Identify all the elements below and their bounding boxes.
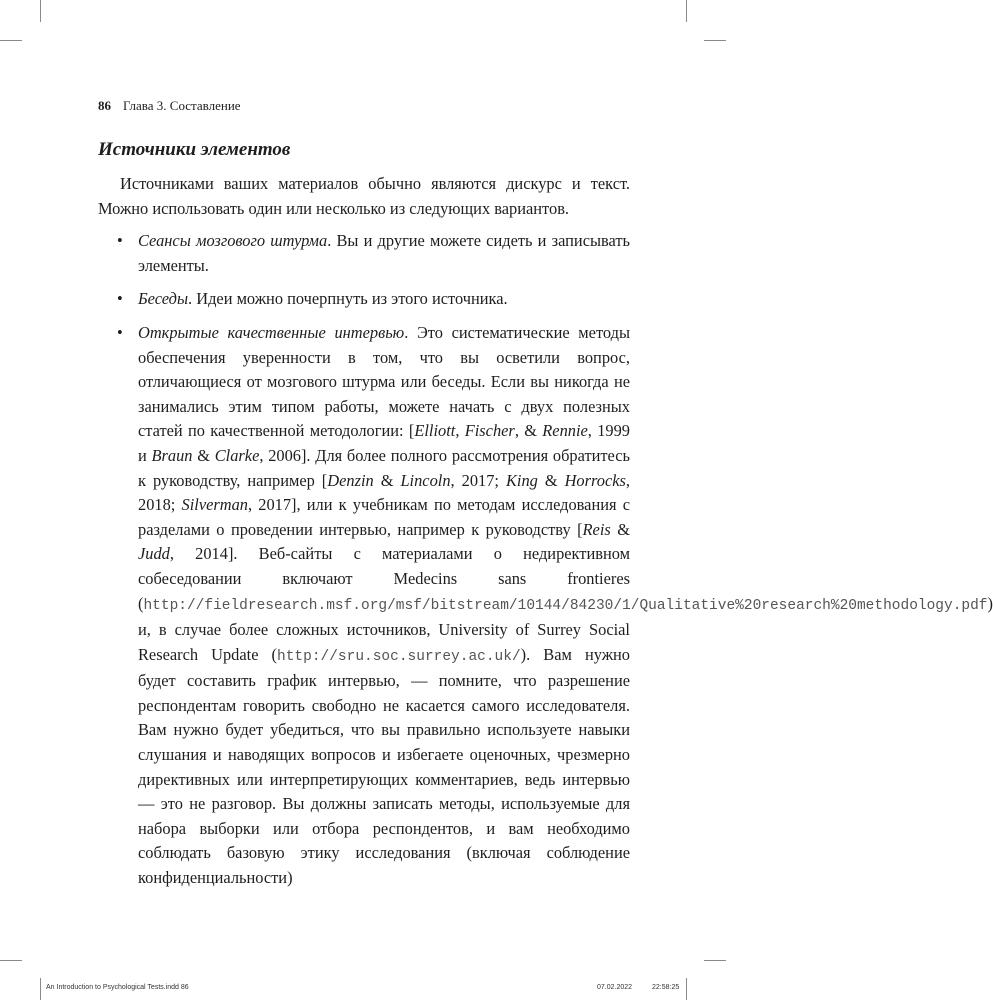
crop-mark-right-top <box>704 40 726 41</box>
item-text: . Идеи можно почерпнуть из этого источника. <box>188 289 508 309</box>
slug-date: 07.02.2022 <box>597 984 633 991</box>
bullet-icon: • <box>117 231 123 251</box>
crop-mark-right-bottom <box>704 960 726 961</box>
item-term: Открытые качественные интервью <box>138 322 405 342</box>
citation-author: Horrocks <box>564 470 626 490</box>
url-link[interactable]: http://fieldresearch.msf.org/msf/bitstream/10144/84230/1/Qualitative%20research%20methodology.pdf <box>143 597 988 614</box>
citation-author: Denzin <box>327 470 374 490</box>
citation-separator: & <box>373 470 401 490</box>
chapter-title: Глава 3. Составление <box>123 98 241 113</box>
citation-author: Fischer <box>464 421 515 441</box>
sources-list <box>98 229 993 890</box>
citation-author: Braun <box>151 445 193 465</box>
citation-separator: , 1999 и <box>138 421 630 465</box>
citation-separator: & <box>192 445 215 465</box>
page-number: 86 <box>98 98 111 113</box>
item-text: , 2017], или к учебникам по методам исследования с разделами о проведении интервью, например к руководству [ <box>138 495 630 539</box>
item-text: ). Вам нужно будет составить график интервью, — помните, что разрешение респондентам говорить свободно не касается самого исследователя. Вам нужно будет убедиться, что вы правильно используете навыки слушания и наводящих вопросов и избегаете оценочных, чрезмерно директивных или интерпретирующих комментариев, ведь интервью — это не разговор. Вы должны записать методы, используемые для набора выборки или отбора респондентов, и вам необходимо соблюдать базовую этику исследования (включая соблюдение конфиденциальности) <box>138 644 630 888</box>
slug-time: 22:58:25 <box>652 984 680 991</box>
url-link[interactable]: http://sru.soc.surrey.ac.uk/ <box>277 648 521 665</box>
crop-mark-bottom-left <box>40 978 41 1000</box>
crop-mark-left-top <box>0 40 22 41</box>
citation-separator: & <box>610 519 630 539</box>
citation-author: Rennie <box>542 421 588 441</box>
body-text <box>98 172 993 900</box>
citation-separator: , <box>455 421 465 441</box>
citation-author: Clarke <box>214 445 260 465</box>
intro-paragraph: Источниками ваших материалов обычно являются дискурс и текст. Можно использовать один или несколько из следующих вариантов. <box>98 174 630 218</box>
citation-author: Elliott <box>414 421 456 441</box>
bullet-icon: • <box>117 289 123 309</box>
item-term: Беседы <box>138 289 189 309</box>
citation-author: Judd <box>138 544 170 564</box>
citation-separator: , 2018; <box>138 470 630 515</box>
citation-separator: , 2017; <box>450 470 506 490</box>
item-term: Сеансы мозгового штурма <box>138 231 328 251</box>
crop-mark-top-left <box>40 0 41 22</box>
crop-mark-bottom-right <box>686 978 687 1000</box>
item-text: , 2006]. Для более полного рассмотрения обратитесь к руководству, например [ <box>138 445 630 490</box>
item-text: ) и, в случае более сложных источников, University of Surrey Social Research Update ( <box>138 593 993 664</box>
citation-separator: & <box>537 470 565 490</box>
list-item <box>98 287 630 312</box>
citation-separator: , & <box>514 421 543 441</box>
citation-author: King <box>505 470 538 490</box>
citation-author: Silverman <box>181 495 248 515</box>
item-text: , 2014]. Веб-сайты с материалами о недирективном собеседовании включают Medecins sans frontieres ( <box>138 544 630 613</box>
section-title: Источники элементов <box>98 139 291 160</box>
citation-author: Lincoln <box>400 470 451 490</box>
crop-mark-top-right <box>686 0 687 22</box>
list-item <box>98 321 993 891</box>
bullet-icon: • <box>117 322 123 342</box>
item-text: . Это систематические методы обеспечения уверенности в том, что вы осветили вопрос, отличающиеся от мозгового штурма или беседы. Если вы никогда не занимались этим типом работы, можете начать с двух полезных статей по качественной методологии: [ <box>138 322 630 441</box>
citation-author: Reis <box>582 519 611 539</box>
crop-mark-left-bottom <box>0 960 22 961</box>
list-item <box>98 229 630 278</box>
item-text: . Вы и другие можете сидеть и записывать элементы. <box>138 231 630 275</box>
running-head <box>98 98 241 114</box>
slug-file: An Introduction to Psychological Tests.indd 86 <box>46 984 189 991</box>
